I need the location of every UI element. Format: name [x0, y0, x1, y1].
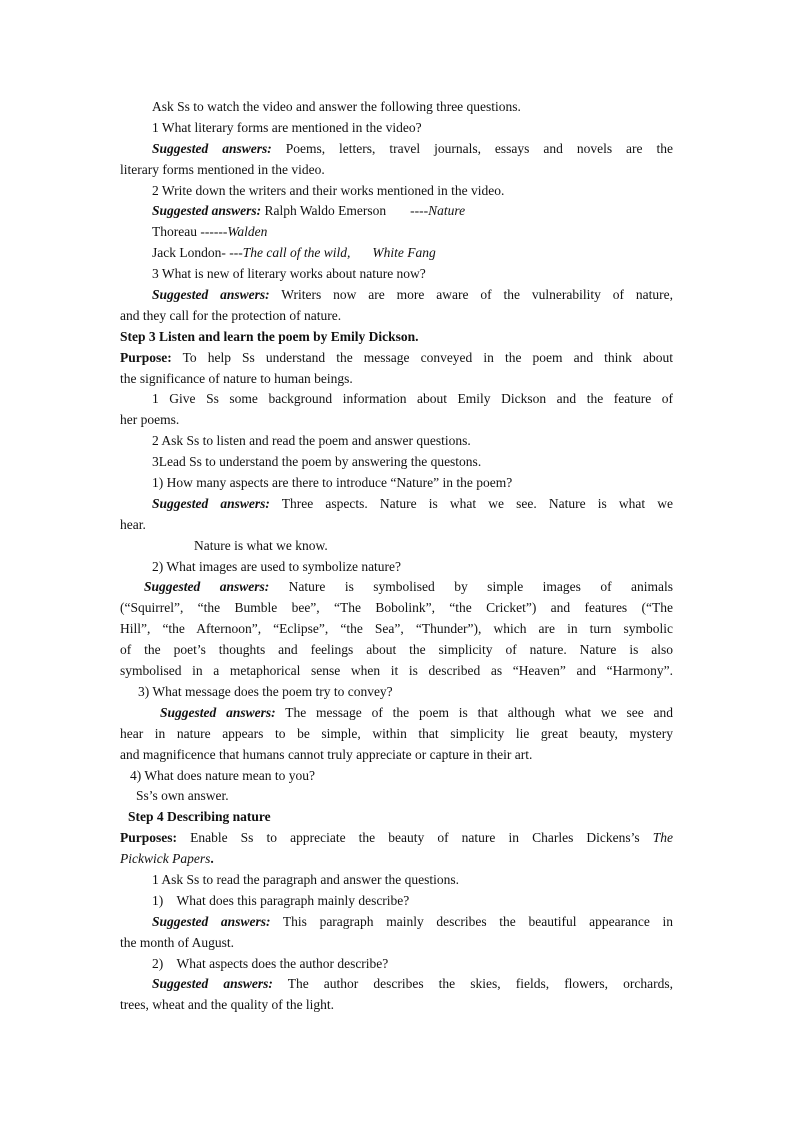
section-heading: Step 4 Describing nature	[128, 809, 271, 825]
answer-label: Suggested answers:	[152, 495, 270, 511]
paragraph-line: Ask Ss to watch the video and answer the following three questions.	[152, 99, 521, 114]
paragraph-line: 1 Give Ss some background information about Emily Dickson and the feature of	[152, 391, 673, 407]
answer-line	[120, 974, 673, 995]
work-title: Walden	[227, 224, 268, 240]
question-line: 3 What is new of literary works about nature now?	[152, 266, 426, 282]
paragraph-line: Ss’s own answer.	[136, 788, 229, 804]
answer-text: Writers now are more aware of the vulnerability of nature,	[269, 287, 673, 303]
answer-line	[120, 577, 673, 598]
answer-line	[120, 243, 673, 264]
section-heading: Step 3 Listen and learn the poem by Emily Dickson.	[120, 328, 419, 344]
answer-line	[120, 703, 673, 724]
answer-label: Suggested answers:	[160, 704, 276, 720]
work-title: Nature	[428, 203, 466, 219]
answer-text: Ralph Waldo Emerson	[261, 203, 387, 219]
paragraph-line: Nature is what we know.	[194, 537, 328, 553]
question-line: 2) What aspects does the author describe?	[152, 955, 389, 971]
purpose-text: Enable Ss to appreciate the beauty of nature in Charles Dickens’s	[177, 830, 640, 846]
question-line: 1 What literary forms are mentioned in the video?	[152, 119, 422, 135]
answer-text: The message of the poem is that although what we see and	[275, 704, 673, 720]
question-line: 2) What images are used to symbolize nature?	[152, 558, 402, 574]
purpose-label: Purposes:	[120, 830, 177, 846]
dash: ----	[410, 203, 429, 219]
purpose-line	[120, 828, 673, 849]
paragraph-line: her poems.	[120, 412, 180, 428]
question-line: 4) What does nature mean to you?	[130, 767, 315, 783]
paragraph-line: trees, wheat and the quality of the light.	[120, 997, 335, 1013]
paragraph-line	[120, 849, 673, 870]
question-line: 1) What does this paragraph mainly describe?	[152, 892, 410, 908]
answer-line	[120, 222, 673, 243]
paragraph-line: and magnificence that humans cannot truly appreciate or capture in their art.	[120, 746, 533, 762]
paragraph-line: the month of August.	[120, 934, 234, 950]
paragraph-line: 3Lead Ss to understand the poem by answering the questons.	[152, 454, 482, 470]
work-title: Pickwick Papers	[120, 851, 211, 867]
answer-text: This paragraph mainly describes the beautiful appearance in	[270, 913, 673, 929]
answer-line	[120, 912, 673, 933]
paragraph-line: Hill”, “the Afternoon”, “Eclipse”, “the Sea”, “Thunder”), which are in turn symbolic	[120, 621, 673, 637]
answer-line	[120, 494, 673, 515]
period: .	[210, 851, 214, 867]
answer-label: Suggested answers:	[152, 287, 270, 303]
question-line: 2 Write down the writers and their works mentioned in the video.	[152, 182, 505, 198]
answer-label: Suggested answers:	[152, 913, 271, 929]
paragraph-line: and they call for the protection of nature.	[120, 307, 342, 323]
paragraph-line: 2 Ask Ss to listen and read the poem and answer questions.	[152, 433, 471, 449]
paragraph-line: symbolised in a metaphorical sense when it is described as “Heaven” and “Harmony”.	[120, 663, 673, 679]
answer-label: Suggested answers:	[144, 579, 270, 595]
answer-label: Suggested answers:	[152, 203, 262, 219]
paragraph-line: (“Squirrel”, “the Bumble bee”, “The Bobolink”, “the Cricket”) and features (“The	[120, 600, 673, 616]
paragraph-line: literary forms mentioned in the video.	[120, 161, 325, 177]
question-line: 3) What message does the poem try to convey?	[138, 683, 393, 699]
paragraph-line: hear in nature appears to be simple, within that simplicity lie great beauty, mystery	[120, 725, 673, 741]
answer-line	[120, 139, 673, 160]
answer-text: Jack London- ---	[152, 245, 243, 261]
paragraph-line: of the poet’s thoughts and feelings about the simplicity of nature. Nature is also	[120, 642, 673, 658]
answer-line	[120, 201, 673, 222]
work-title: White Fang	[372, 245, 436, 261]
paragraph-line: hear.	[120, 516, 146, 532]
purpose-text: To help Ss understand the message conveyed in the poem and think about	[171, 349, 673, 365]
answer-label: Suggested answers:	[152, 976, 273, 992]
question-line: 1) How many aspects are there to introduce “Nature” in the poem?	[152, 475, 513, 491]
answer-text: Poems, letters, travel journals, essays and novels are the	[271, 140, 673, 156]
purpose-label: Purpose:	[120, 349, 172, 365]
work-title: The	[652, 830, 673, 846]
answer-label: Suggested answers:	[152, 140, 272, 156]
purpose-line	[120, 348, 673, 369]
paragraph-line: the significance of nature to human beings.	[120, 370, 353, 386]
answer-text: Nature is symbolised by simple images of animals	[269, 579, 673, 595]
document-body	[120, 97, 673, 1016]
answer-text: Thoreau ------	[152, 224, 228, 240]
answer-text: The author describes the skies, fields, flowers, orchards,	[272, 976, 673, 992]
work-title: The call of the wild,	[242, 245, 351, 261]
paragraph-line: 1 Ask Ss to read the paragraph and answer the questions.	[152, 871, 460, 887]
answer-line	[120, 285, 673, 306]
answer-text: Three aspects. Nature is what we see. Nature is what we	[269, 495, 673, 511]
